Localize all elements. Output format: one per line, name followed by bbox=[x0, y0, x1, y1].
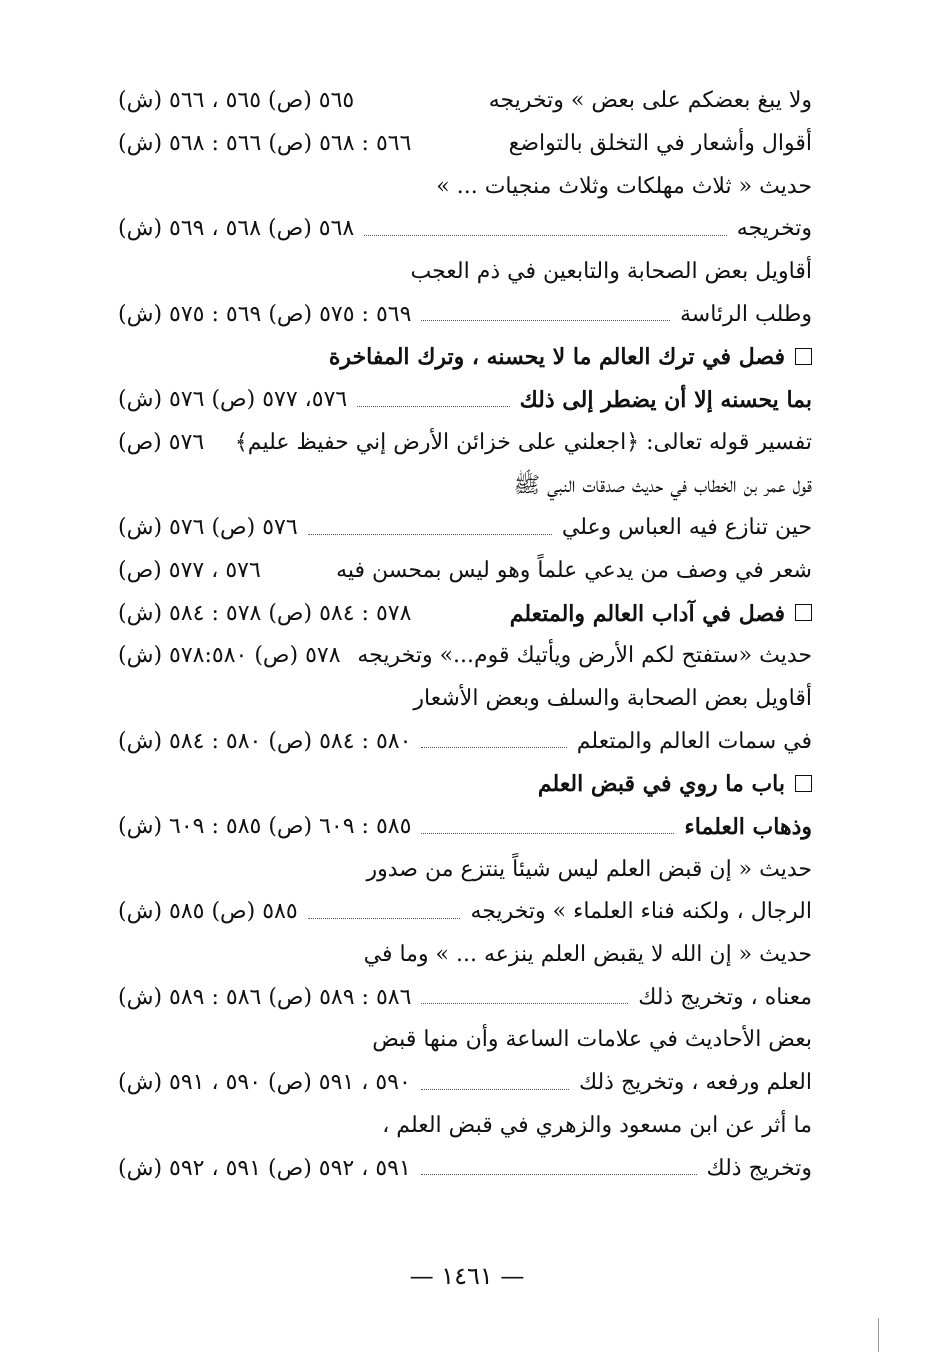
index-entry bbox=[118, 1062, 812, 1105]
entry-title bbox=[576, 728, 812, 754]
index-entry bbox=[118, 550, 812, 593]
section-box-icon bbox=[795, 604, 812, 621]
entry-title bbox=[519, 387, 812, 414]
page-reference: ٥٧٦ (ص) bbox=[118, 429, 205, 455]
page-reference: ٥٧٦ ، ٥٧٧ (ص) bbox=[118, 557, 261, 583]
dot-leader bbox=[357, 406, 509, 407]
index-entry bbox=[118, 507, 812, 550]
entry-title bbox=[410, 261, 812, 283]
dot-leader bbox=[421, 747, 566, 748]
entry-title bbox=[372, 1029, 812, 1051]
dot-leader bbox=[421, 1089, 569, 1090]
entry-title bbox=[366, 856, 812, 882]
dot-leader bbox=[421, 1174, 697, 1175]
entry-title-text: بما يحسنه إلا أن يضطر إلى ذلك bbox=[519, 387, 812, 414]
entry-title-text: حديث « إن الله لا يقبض العلم ينزعه ... » وما في bbox=[363, 942, 812, 968]
entry-title bbox=[336, 557, 812, 583]
entry-title-text: حديث « إن قبض العلم ليس شيئاً ينتزع من صدور bbox=[366, 856, 812, 882]
entry-title-text: فصل في ترك العالم ما لا يحسنه ، وترك المفاخرة bbox=[328, 344, 785, 371]
entry-title bbox=[357, 645, 812, 667]
entry-title bbox=[234, 429, 812, 455]
entry-title bbox=[684, 814, 812, 841]
index-entry bbox=[118, 635, 812, 678]
page-reference: ٥٨٦ : ٥٨٩ (ص) ٥٨٦ : ٥٨٩ (ش) bbox=[118, 984, 412, 1010]
dot-leader bbox=[421, 320, 670, 321]
entry-title-text: أقاويل بعض الصحابة والتابعين في ذم العجب bbox=[410, 259, 812, 285]
index-entry bbox=[118, 678, 812, 721]
index-entry bbox=[118, 592, 812, 635]
index-entry bbox=[118, 1019, 812, 1062]
entry-title-text: فصل في آداب العالم والمتعلم bbox=[509, 600, 785, 627]
page-reference: ٥٦٩ : ٥٧٥ (ص) ٥٦٩ : ٥٧٥ (ش) bbox=[118, 301, 412, 327]
index-entry bbox=[118, 422, 812, 465]
entry-title-text: باب ما روي في قبض العلم bbox=[537, 771, 785, 798]
index-entry bbox=[118, 1105, 812, 1148]
page-reference: ٥٦٨ (ص) ٥٦٨ ، ٥٦٩ (ش) bbox=[118, 216, 355, 242]
index-entry bbox=[118, 379, 812, 422]
entry-title-text: شعر في وصف من يدعي علماً وهو ليس بمحسن فيه bbox=[336, 557, 812, 583]
entry-title-text: وذهاب العلماء bbox=[684, 814, 812, 841]
page-reference: ٥٧٦ (ص) ٥٧٦ (ش) bbox=[118, 515, 298, 541]
index-entry bbox=[118, 806, 812, 849]
margin-mark bbox=[878, 1318, 879, 1352]
entry-title bbox=[509, 600, 812, 627]
entry-title-text: ولا يبغ بعضكم على بعض » وتخريجه bbox=[488, 88, 812, 114]
dot-leader bbox=[308, 918, 461, 919]
entry-title-text: حديث « ثلاث مهلكات وثلاث منجيات ... » bbox=[436, 173, 812, 199]
entry-title bbox=[470, 901, 812, 923]
entry-title-text: معناه ، وتخريج ذلك bbox=[638, 984, 812, 1010]
entry-title bbox=[579, 1072, 812, 1094]
entry-title-text: تفسير قوله تعالى: ﴿اجعلني على خزائن الأرض إني حفيظ عليم﴾ bbox=[234, 429, 812, 455]
entry-title bbox=[413, 685, 812, 711]
index-entry bbox=[118, 208, 812, 251]
index-entry bbox=[118, 165, 812, 208]
page-reference: ٥٨٥ (ص) ٥٨٥ (ش) bbox=[118, 899, 298, 925]
page-number: — ١٤٦١ — bbox=[409, 1262, 525, 1290]
page-reference: ٥٩٠ ، ٥٩١ (ص) ٥٩٠ ، ٥٩١ (ش) bbox=[118, 1070, 411, 1096]
index-page bbox=[118, 80, 812, 1190]
entry-title-text: العلم ورفعه ، وتخريج ذلك bbox=[578, 1070, 812, 1096]
page-reference: ٥٦٥ (ص) ٥٦٥ ، ٥٦٦ (ش) bbox=[118, 88, 355, 114]
entry-title-text: في سمات العالم والمتعلم bbox=[576, 728, 812, 754]
entry-title-text: أقاويل بعض الصحابة والسلف وبعض الأشعار bbox=[413, 685, 812, 711]
index-entry bbox=[118, 763, 812, 806]
entry-title-text: ما أثر عن ابن مسعود والزهري في قبض العلم ، bbox=[382, 1112, 812, 1138]
entry-title-text: قول عمر بن الخطاب في حديث صدقات النبي ﷺ bbox=[513, 472, 812, 498]
page-reference: ٥٨٥ : ٦٠٩ (ص) ٥٨٥ : ٦٠٩ (ش) bbox=[118, 814, 412, 840]
entry-title bbox=[328, 344, 812, 371]
entry-title-text: وتخريج ذلك bbox=[706, 1155, 812, 1181]
page-reference: ٥٧٦، ٥٧٧ (ص) ٥٧٦ (ش) bbox=[118, 387, 348, 413]
page-reference: ٥٧٨ (ص) ٥٧٨:٥٨٠ (ش) bbox=[118, 643, 341, 669]
entry-title-text: أقوال وأشعار في التخلق بالتواضع bbox=[508, 131, 812, 157]
entry-title bbox=[706, 1155, 812, 1181]
index-entry bbox=[118, 123, 812, 166]
dot-leader bbox=[421, 833, 674, 834]
entry-title-text: الرجال ، ولكنه فناء العلماء » وتخريجه bbox=[470, 899, 812, 925]
entry-title bbox=[679, 301, 812, 327]
entry-title-text: حين تنازع فيه العباس وعلي bbox=[561, 515, 812, 541]
entry-title-text: بعض الأحاديث في علامات الساعة وأن منها قبض bbox=[372, 1027, 812, 1053]
dot-leader bbox=[308, 534, 552, 535]
section-box-icon bbox=[795, 348, 812, 365]
index-entry bbox=[118, 251, 812, 294]
index-entry bbox=[118, 293, 812, 336]
entry-title bbox=[509, 133, 812, 155]
index-entry bbox=[118, 80, 812, 123]
entry-title bbox=[537, 771, 812, 798]
entry-title bbox=[562, 517, 812, 539]
entry-title bbox=[638, 984, 812, 1010]
index-entry bbox=[118, 336, 812, 379]
index-entry bbox=[118, 720, 812, 763]
entry-title-text: وتخريجه bbox=[736, 216, 812, 242]
index-entry bbox=[118, 464, 812, 507]
index-entry bbox=[118, 1147, 812, 1190]
section-box-icon bbox=[795, 775, 812, 792]
index-entry bbox=[118, 891, 812, 934]
page-reference: ٥٨٠ : ٥٨٤ (ص) ٥٨٠ : ٥٨٤ (ش) bbox=[118, 728, 412, 754]
entry-title-text: حديث «ستفتح لكم الأرض ويأتيك قوم...» وتخريجه bbox=[357, 643, 812, 669]
index-entries bbox=[118, 80, 812, 1190]
entry-title bbox=[513, 472, 812, 498]
index-entry bbox=[118, 976, 812, 1019]
page-reference: ٥٩١ ، ٥٩٢ (ص) ٥٩١ ، ٥٩٢ (ش) bbox=[118, 1155, 411, 1181]
index-entry bbox=[118, 934, 812, 977]
page-reference: ٥٧٨ : ٥٨٤ (ص) ٥٧٨ : ٥٨٤ (ش) bbox=[118, 600, 412, 626]
dot-leader bbox=[421, 1003, 628, 1004]
entry-title bbox=[436, 173, 812, 199]
dot-leader bbox=[364, 235, 727, 236]
page-reference: ٥٦٦ : ٥٦٨ (ص) ٥٦٦ : ٥٦٨ (ش) bbox=[118, 131, 412, 157]
entry-title bbox=[364, 944, 812, 966]
index-entry bbox=[118, 848, 812, 891]
entry-title bbox=[489, 90, 812, 112]
entry-title bbox=[737, 218, 812, 240]
entry-title bbox=[382, 1112, 812, 1138]
entry-title-text: وطلب الرئاسة bbox=[679, 301, 812, 327]
